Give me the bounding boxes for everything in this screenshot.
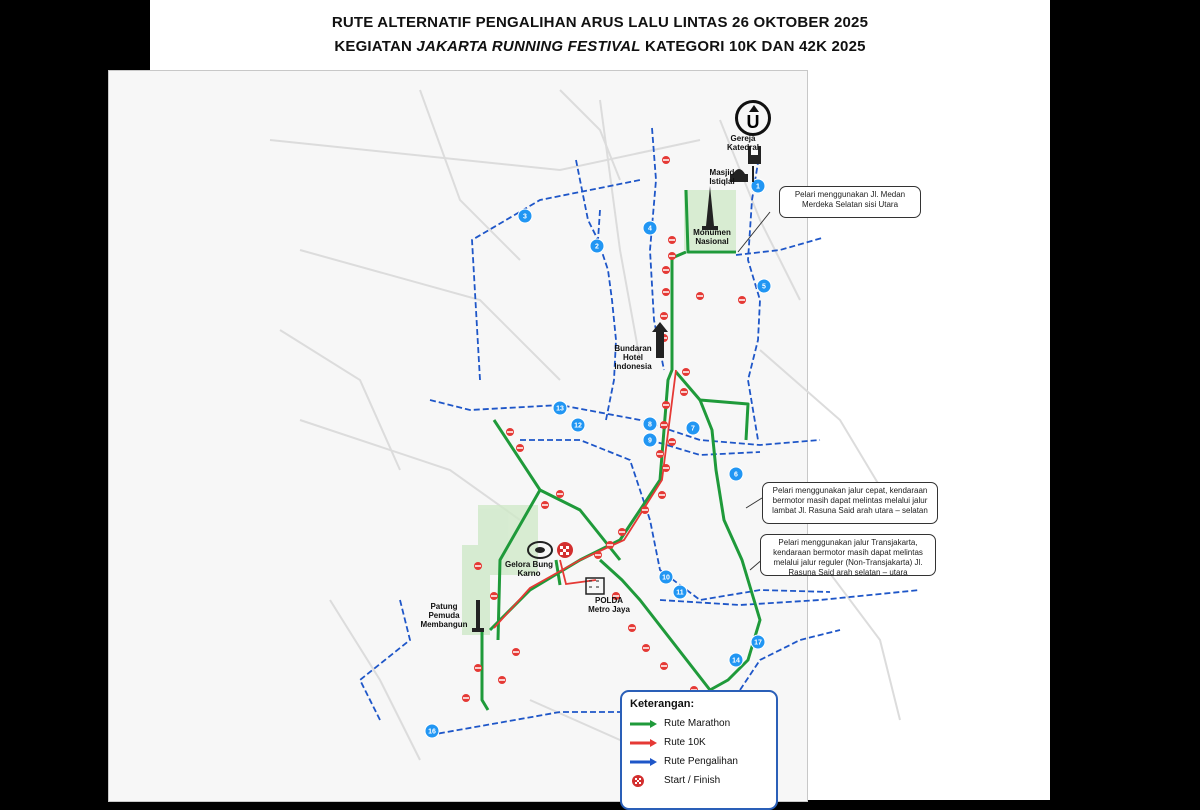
- diversion-point-markers: [425, 179, 771, 738]
- point-label-6: 6: [734, 471, 738, 479]
- legend-label-10k: Rute 10K: [664, 737, 706, 748]
- title-prefix: KEGIATAN: [334, 38, 417, 55]
- label-patung-pemuda: Patung Pemuda Membangun: [420, 602, 468, 629]
- north-compass-icon: [735, 100, 771, 136]
- start-finish-marker: [557, 542, 573, 558]
- note-rasuna-said-fast-lane: Pelari menggunakan jalur cepat, kendaraan bermotor masih dapat melintas melalui jalur lambat Jl. Rasuna Said arah utara – selatan: [762, 482, 938, 524]
- label-gereja-katedral: Gereja Katedral: [726, 134, 759, 152]
- marathon-route: [482, 190, 760, 710]
- title-event-name: JAKARTA RUNNING FESTIVAL: [416, 38, 641, 55]
- point-label-10: 10: [662, 574, 670, 582]
- point-label-7: 7: [691, 425, 695, 433]
- point-label-11: 11: [676, 589, 684, 597]
- note-medan-merdeka: Pelari menggunakan Jl. Medan Merdeka Selatan sisi Utara: [779, 186, 921, 218]
- legend-label-diversion: Rute Pengalihan: [664, 756, 738, 767]
- label-bundaran-hi: Bundaran Hotel Indonesia: [614, 344, 652, 371]
- label-gelora-bung-karno: Gelora Bung Karno: [504, 560, 553, 578]
- blue-arrow-icon: [630, 757, 658, 767]
- legend-label-marathon: Rute Marathon: [664, 718, 731, 729]
- point-label-5: 5: [762, 283, 766, 291]
- map-legend: [620, 690, 778, 810]
- legend-item-marathon: [630, 714, 768, 733]
- point-label-1: 1: [756, 183, 760, 191]
- point-label-8: 8: [648, 421, 652, 429]
- legend-title: Keterangan:: [630, 698, 695, 710]
- point-label-16: 16: [428, 728, 436, 736]
- legend-item-start-finish: [630, 771, 768, 790]
- diversion-routes: [360, 128, 920, 735]
- legend-label-start-finish: Start / Finish: [664, 775, 721, 786]
- compass-letter: U: [746, 112, 760, 132]
- label-monumen-nasional: Monumen Nasional: [693, 228, 731, 246]
- point-label-12: 12: [574, 422, 582, 430]
- point-label-9: 9: [648, 437, 652, 445]
- label-masjid-istiqlal: Masjid Istiqlal: [709, 168, 735, 186]
- north-arrow-icon: [749, 105, 759, 112]
- point-label-13: 13: [556, 405, 564, 413]
- red-arrow-icon: [630, 738, 658, 748]
- start-finish-icon: [630, 774, 658, 788]
- map-title-line1: RUTE ALTERNATIF PENGALIHAN ARUS LALU LINTAS 26 OKTOBER 2025: [331, 14, 869, 31]
- label-polda-metro-jaya: POLDA Metro Jaya: [588, 596, 630, 614]
- green-arrow-icon: [630, 719, 658, 729]
- point-label-2: 2: [595, 243, 599, 251]
- point-label-4: 4: [648, 225, 652, 233]
- legend-item-10k: [630, 733, 768, 752]
- legend-item-diversion: [630, 752, 768, 771]
- title-suffix: KATEGORI 10K DAN 42K 2025: [640, 38, 866, 55]
- note-rasuna-said-transjakarta: Pelari menggunakan jalur Transjakarta, kendaraan bermotor masih dapat melintas melalui jalur reguler (Non-Transjakarta) Jl. Rasuna Said arah selatan – utara: [760, 534, 936, 576]
- point-label-17: 17: [754, 639, 762, 647]
- point-label-14: 14: [732, 657, 740, 665]
- point-label-3: 3: [523, 213, 527, 221]
